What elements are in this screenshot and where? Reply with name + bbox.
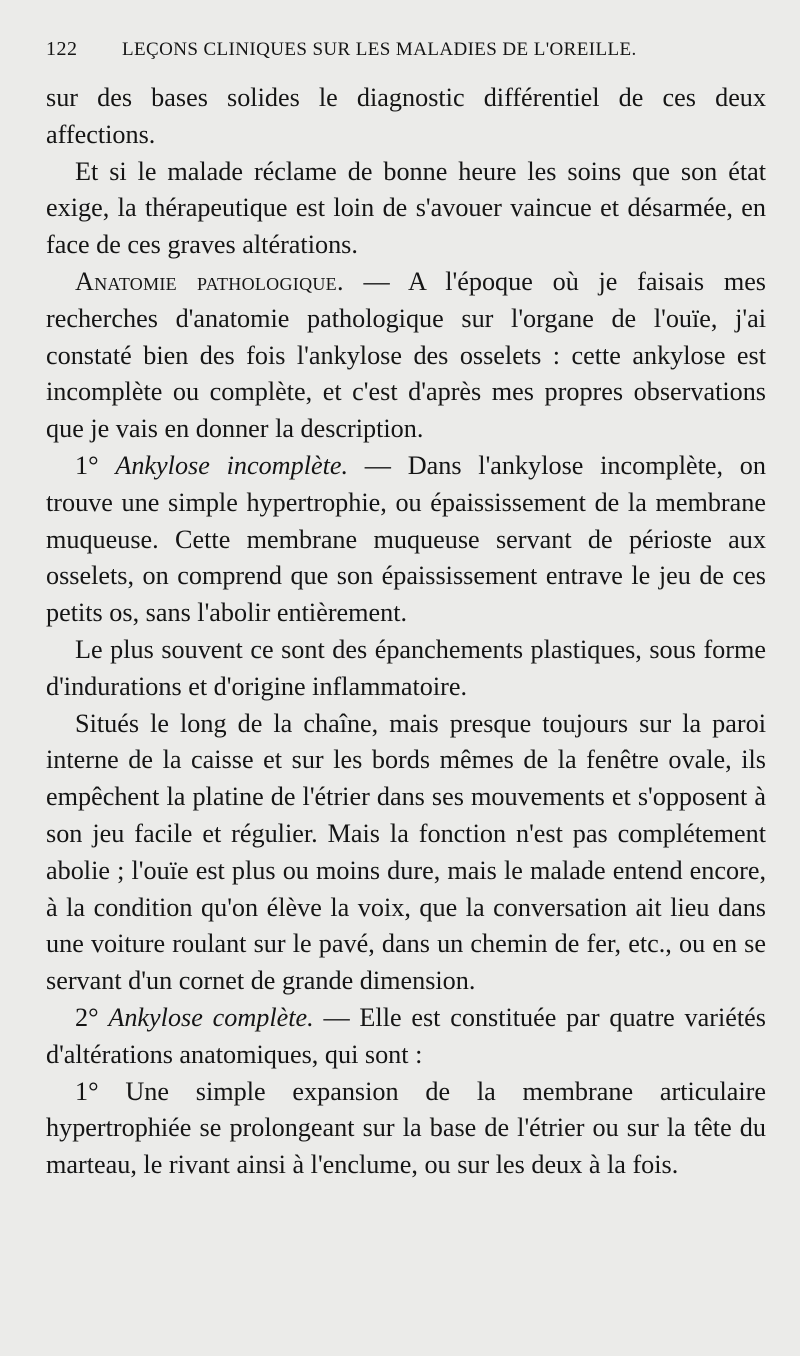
paragraph-ankylose-complete (46, 1000, 766, 1074)
body-text (46, 80, 766, 1184)
subsection-heading: Ankylose incomplète. (115, 450, 349, 480)
paragraph-text: sur des bases solides le diagnostic différentiel de ces deux affections. (46, 83, 766, 149)
paragraph-situes (46, 706, 766, 1000)
list-number: 1° (75, 450, 116, 480)
page-number: 122 (46, 38, 78, 60)
paragraph-expansion (46, 1074, 766, 1184)
paragraph-ankylose-incomplete (46, 448, 766, 632)
paragraph-epanchements (46, 632, 766, 706)
running-title: LEÇONS CLINIQUES SUR LES MALADIES DE L'OREILLE. (122, 39, 637, 60)
list-number: 2° (75, 1002, 109, 1032)
paragraph-text: — Dans l'ankylose incomplète, on trouve une simple hypertrophie, ou épaississement de la membrane muqueuse. Cette membrane muqueuse servant de périoste aux osselets, on comprend que son épaississement entrave le jeu de ces petits os, sans l'abolir entièrement. (46, 450, 766, 628)
paragraph-text: 1° Une simple expansion de la membrane articulaire hypertrophiée se prolongeant sur la base de l'étrier ou sur la tête du marteau, le rivant ainsi à l'enclume, ou sur les deux à la fois. (46, 1076, 766, 1180)
subsection-heading: Ankylose complète. (108, 1002, 314, 1032)
paragraph-anatomie-pathologique (46, 264, 766, 448)
paragraph-text: Le plus souvent ce sont des épanchements plastiques, sous forme d'indurations et d'origine inflammatoire. (46, 634, 766, 701)
paragraph-text: — A l'époque où je faisais mes recherches d'anatomie pathologique sur l'organe de l'ouïe, j'ai constaté bien des fois l'ankylose des osselets : cette ankylose est incomplète ou complète, et c'est d'après mes propres observations que je vais en donner la description. (46, 266, 767, 444)
paragraph-therapeutics (46, 154, 766, 264)
running-head (46, 38, 766, 80)
paragraph-text: — Elle est constituée par quatre variétés d'altérations anatomiques, qui sont : (46, 1002, 766, 1069)
paragraph-text: Situés le long de la chaîne, mais presque toujours sur la paroi interne de la caisse et sur les bords mêmes de la fenêtre ovale, ils empêchent la platine de l'étrier dans ses mouvements et s'opposent à son jeu facile et régulier. Mais la fonction n'est pas complétement abolie ; l'ouïe est plus ou moins dure, mais le malade entend encore, à la condition qu'on élève la voix, que la conversation ait lieu dans une voiture roulant sur le pavé, dans un chemin de fer, etc., ou en se servant d'un cornet de grande dimension. (46, 708, 766, 996)
paragraph-text: Et si le malade réclame de bonne heure les soins que son état exige, la thérapeutique est loin de s'avouer vaincue et désarmée, en face de ces graves altérations. (46, 156, 766, 260)
paragraph-continuation (46, 80, 766, 154)
section-heading: Anatomie pathologique. (75, 266, 344, 296)
